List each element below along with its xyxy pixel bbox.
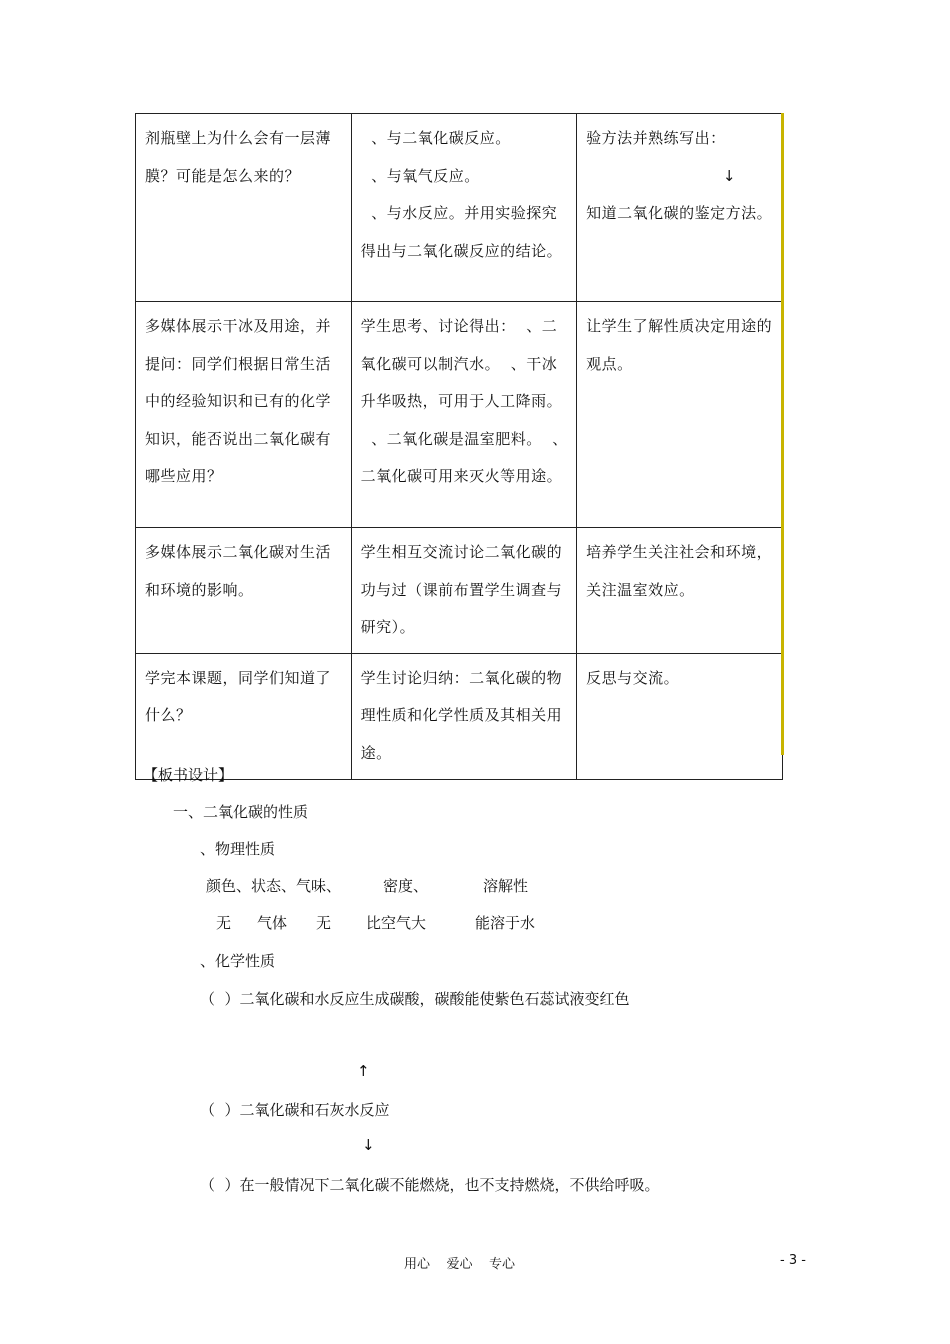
table-row xyxy=(136,302,783,528)
property-header: 溶解性 xyxy=(483,877,529,895)
reaction-item: （ ）二氧化碳和石灰水反应 xyxy=(200,1101,390,1119)
design-intent-cell xyxy=(577,114,783,302)
property-value: 无 xyxy=(216,914,232,932)
property-header: 颜色、状态、气味、 xyxy=(206,877,342,895)
reaction-item: （ ）在一般情况下二氧化碳不能燃烧，也不支持燃烧，不供给呼吸。 xyxy=(200,1176,660,1194)
property-value: 无 xyxy=(316,914,332,932)
subsection-title: 、化学性质 xyxy=(200,952,276,970)
student-activity-cell: 学生讨论归纳：二氧化碳的物理性质和化学性质及其相关用途。 xyxy=(351,653,576,779)
design-intent-cell: 培养学生关注社会和环境，关注温室效应。 xyxy=(577,528,783,654)
down-arrow-icon: ↓ xyxy=(362,1136,375,1154)
intent-text: 验方法并熟练写出： xyxy=(586,129,726,147)
property-value: 气体 xyxy=(257,914,288,932)
table-right-margin-bar xyxy=(781,113,784,755)
footer-motto: 用心 爱心 专心 xyxy=(404,1257,516,1272)
property-value: 能溶于水 xyxy=(475,914,536,932)
property-value: 比空气大 xyxy=(366,914,427,932)
intent-text: 知道二氧化碳的鉴定方法。 xyxy=(586,204,773,223)
student-activity-cell: 学生相互交流讨论二氧化碳的功与过（课前布置学生调查与研究）。 xyxy=(351,528,576,654)
down-arrow-icon: ↓ xyxy=(722,166,736,185)
section-heading: 【板书设计】 xyxy=(143,766,234,784)
design-intent-cell: 反思与交流。 xyxy=(577,653,783,779)
property-header: 密度、 xyxy=(383,877,429,895)
table-row xyxy=(136,528,783,654)
reaction-item: （ ）二氧化碳和水反应生成碳酸，碳酸能使紫色石蕊试液变红色 xyxy=(200,990,630,1008)
page-number: - 3 - xyxy=(780,1253,806,1268)
teacher-activity-cell: 剂瓶壁上为什么会有一层薄膜？可能是怎么来的？ xyxy=(136,114,352,302)
table-row xyxy=(136,653,783,779)
table-row xyxy=(136,114,783,302)
lesson-table xyxy=(135,113,783,780)
student-activity-cell: 学生思考、讨论得出： 、二氧化碳可以制汽水。 、干冰升华吸热，可用于人工降雨。 、二氧化碳是温室肥料。 、二氧化碳可用来灭火等用途。 xyxy=(351,302,576,528)
up-arrow-icon: ↑ xyxy=(357,1062,370,1080)
teacher-activity-cell: 学完本课题，同学们知道了什么？ xyxy=(136,653,352,779)
teacher-activity-cell: 多媒体展示干冰及用途，并提问：同学们根据日常生活中的经验知识和已有的化学知识，能否说出二氧化碳有哪些应用？ xyxy=(136,302,352,528)
student-activity-cell: 、与二氧化碳反应。 、与氧气反应。 、与水反应。并用实验探究得出与二氧化碳反应的结论。 xyxy=(351,114,576,302)
teacher-activity-cell: 多媒体展示二氧化碳对生活和环境的影响。 xyxy=(136,528,352,654)
section-title: 一、二氧化碳的性质 xyxy=(173,803,309,821)
subsection-title: 、物理性质 xyxy=(200,840,276,858)
design-intent-cell: 让学生了解性质决定用途的观点。 xyxy=(577,302,783,528)
